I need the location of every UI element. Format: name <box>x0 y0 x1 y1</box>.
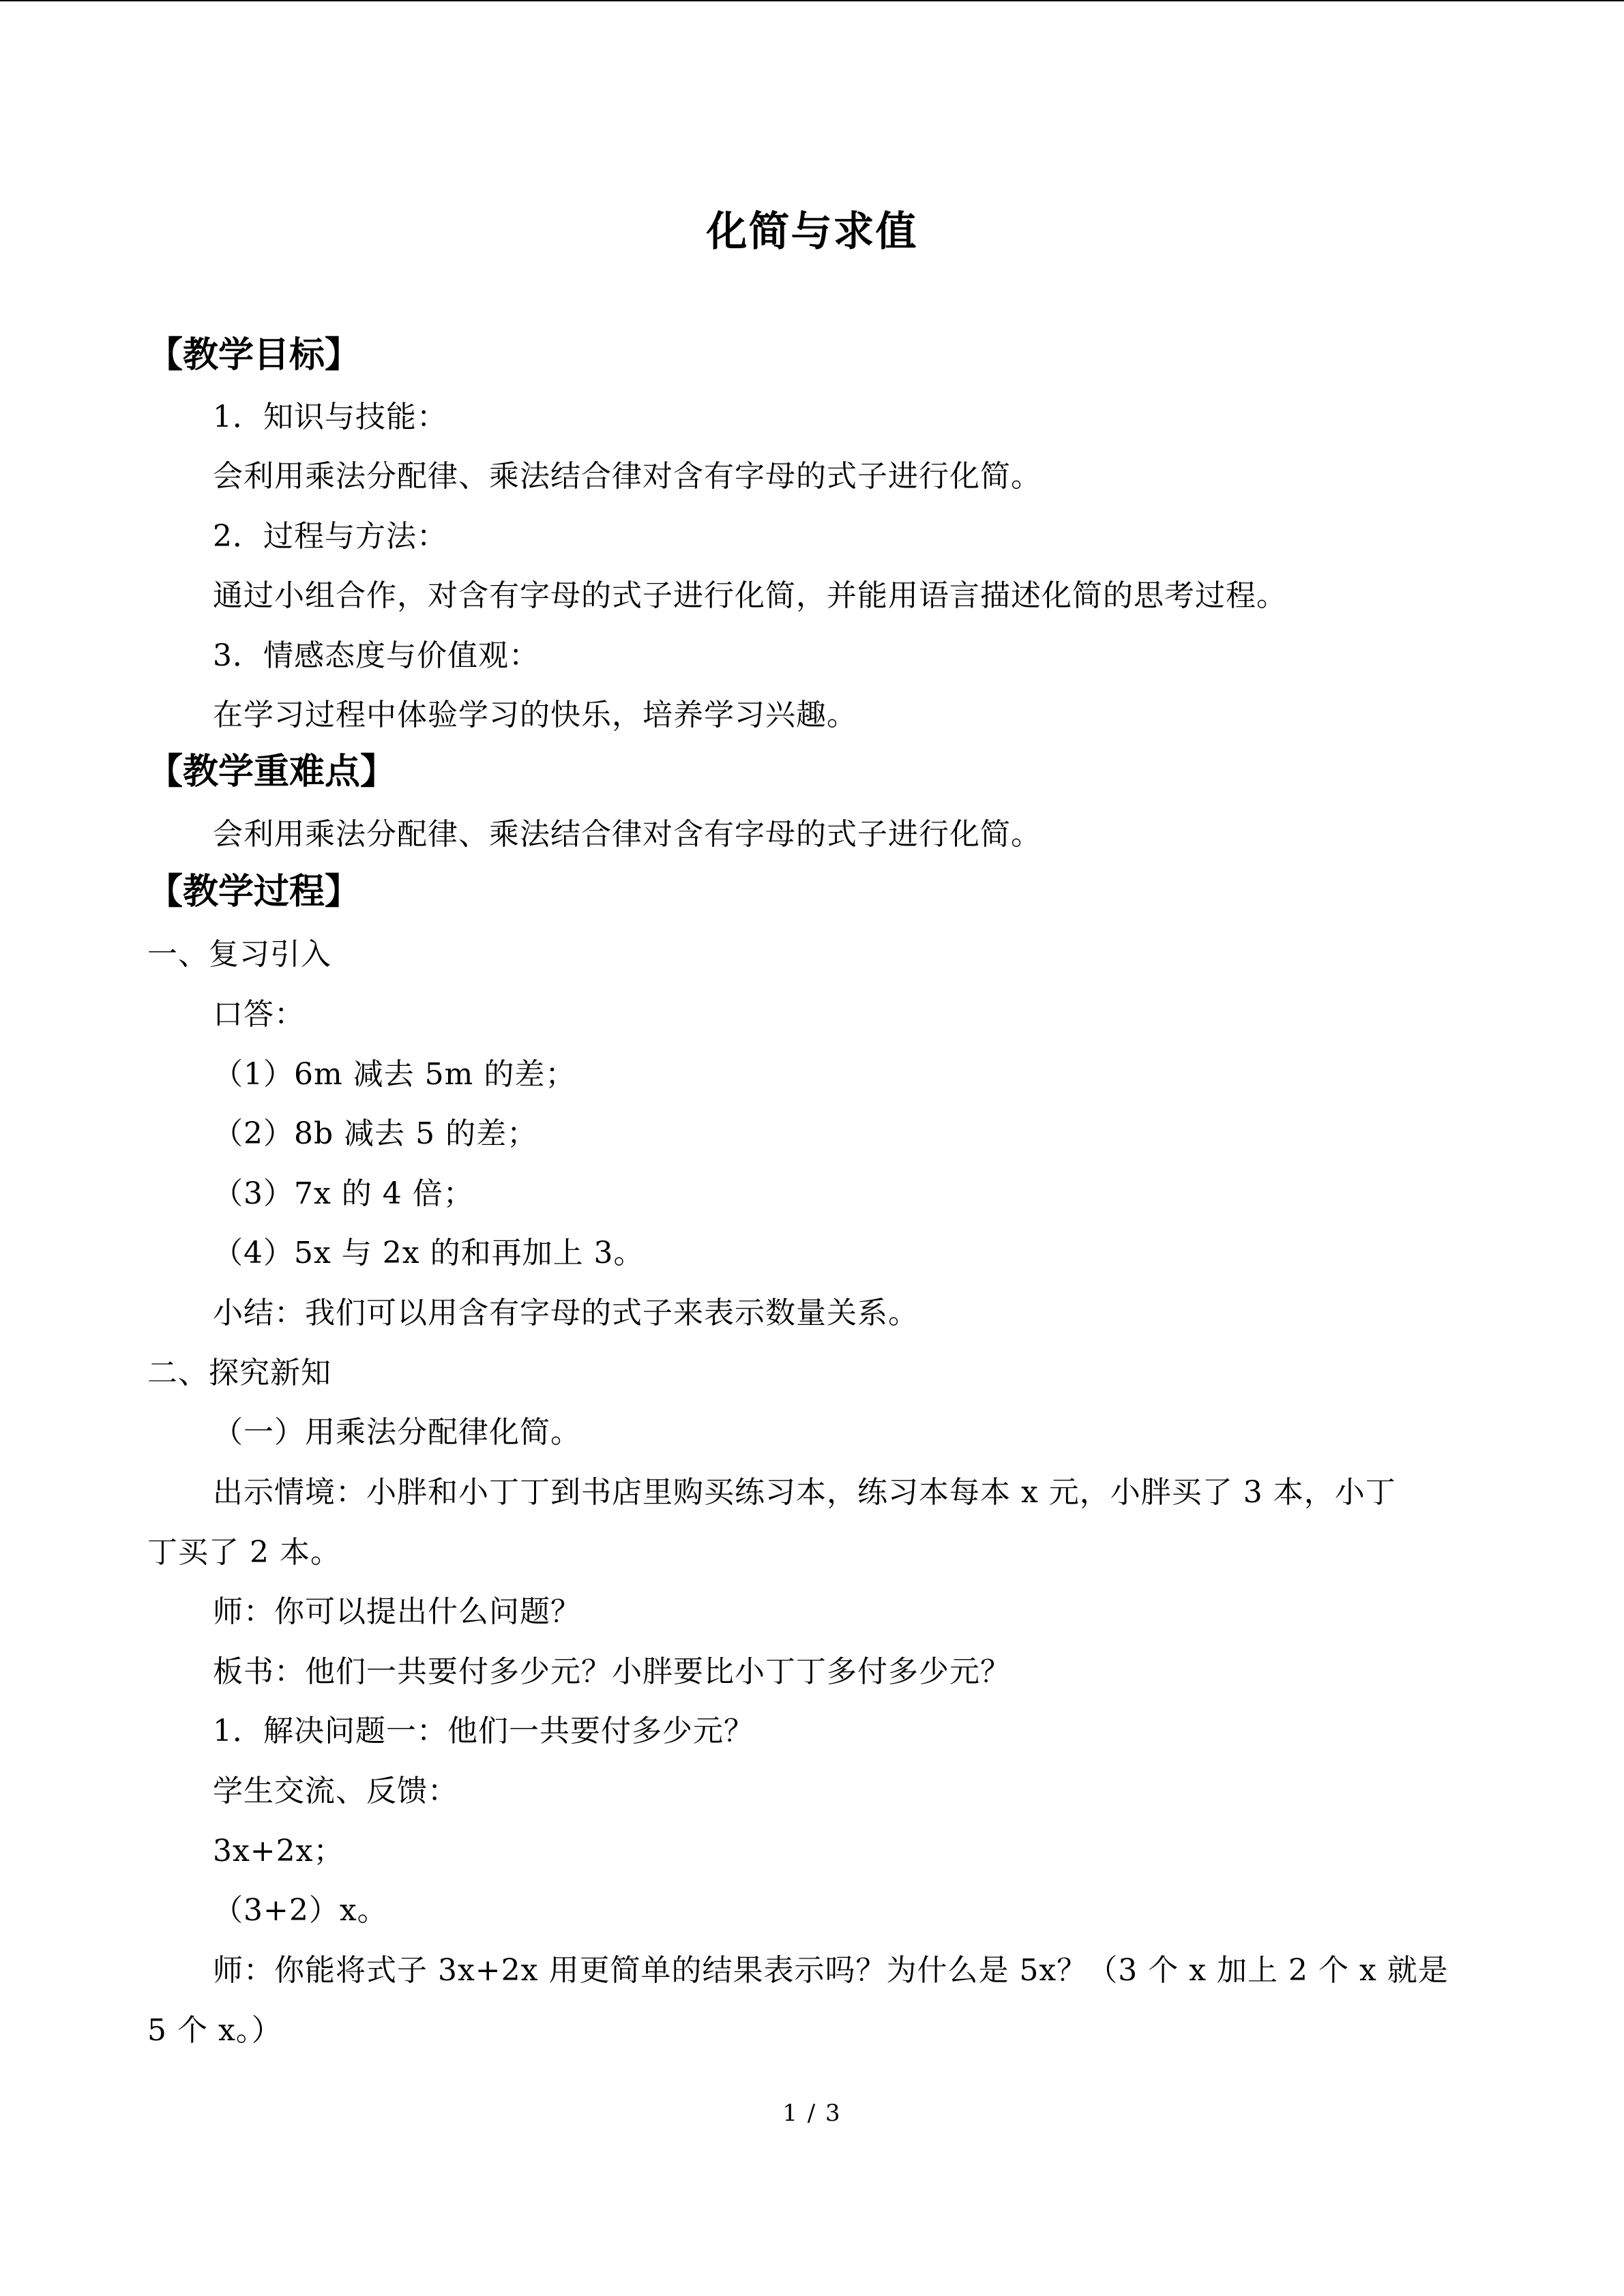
key-points-text: 会利用乘法分配律、乘法结合律对含有字母的式子进行化简。 <box>213 817 1042 852</box>
page-title: 化简与求值 <box>706 208 918 256</box>
objective-item: 通过小组合作，对含有字母的式子进行化简，并能用语言描述化简的思考过程。 <box>213 578 1287 613</box>
objective-item: 在学习过程中体验学习的快乐，培养学习兴趣。 <box>213 698 857 732</box>
review-question: （1）6m 减去 5m 的差； <box>213 1057 576 1092</box>
part2-title: 二、探究新知 <box>147 1356 331 1390</box>
teacher-question: 师：你可以提出什么问题？ <box>213 1594 581 1629</box>
part1-summary: 小结：我们可以用含有字母的式子来表示数量关系。 <box>213 1296 919 1330</box>
scenario-line: 丁买了 2 本。 <box>147 1535 341 1570</box>
scenario-line: 出示情境：小胖和小丁丁到书店里购买练习本，练习本每本 x 元，小胖买了 3 本，小丁 <box>213 1475 1396 1510</box>
part1-title: 一、复习引入 <box>147 937 331 972</box>
objective-item: 会利用乘法分配律、乘法结合律对含有字母的式子进行化简。 <box>213 459 1042 494</box>
top-border <box>0 0 1624 1</box>
part1-intro: 口答： <box>213 997 305 1032</box>
student-feedback: 学生交流、反馈： <box>213 1774 458 1808</box>
review-question: （4）5x 与 2x 的和再加上 3。 <box>213 1236 645 1270</box>
review-question: （3）7x 的 4 倍； <box>213 1176 474 1211</box>
part2-subtitle: （一）用乘法分配律化简。 <box>213 1415 581 1450</box>
expression: 3x+2x； <box>213 1834 344 1868</box>
expression: （3+2）x。 <box>213 1893 388 1928</box>
heading-objectives: 【教学目标】 <box>147 335 361 376</box>
heading-key-points: 【教学重难点】 <box>147 751 396 792</box>
problem-one: 1．解决问题一：他们一共要付多少元？ <box>213 1714 754 1748</box>
objective-item: 2．过程与方法： <box>213 519 447 554</box>
review-question: （2）8b 减去 5 的差； <box>213 1116 538 1151</box>
teacher-question-2: 师：你能将式子 3x+2x 用更简单的结果表示吗？为什么是 5x？（3 个 x 加上 2 个 x 就是 <box>213 1953 1449 1988</box>
heading-process: 【教学过程】 <box>147 871 361 912</box>
page-number: 1 / 3 <box>782 2100 842 2127</box>
objective-item: 3．情感态度与价值观： <box>213 638 540 673</box>
objective-item: 1．知识与技能： <box>213 400 447 434</box>
teacher-question-2: 5 个 x。） <box>147 2013 282 2048</box>
board-note: 板书：他们一共要付多少元？小胖要比小丁丁多付多少元？ <box>213 1654 1011 1689</box>
